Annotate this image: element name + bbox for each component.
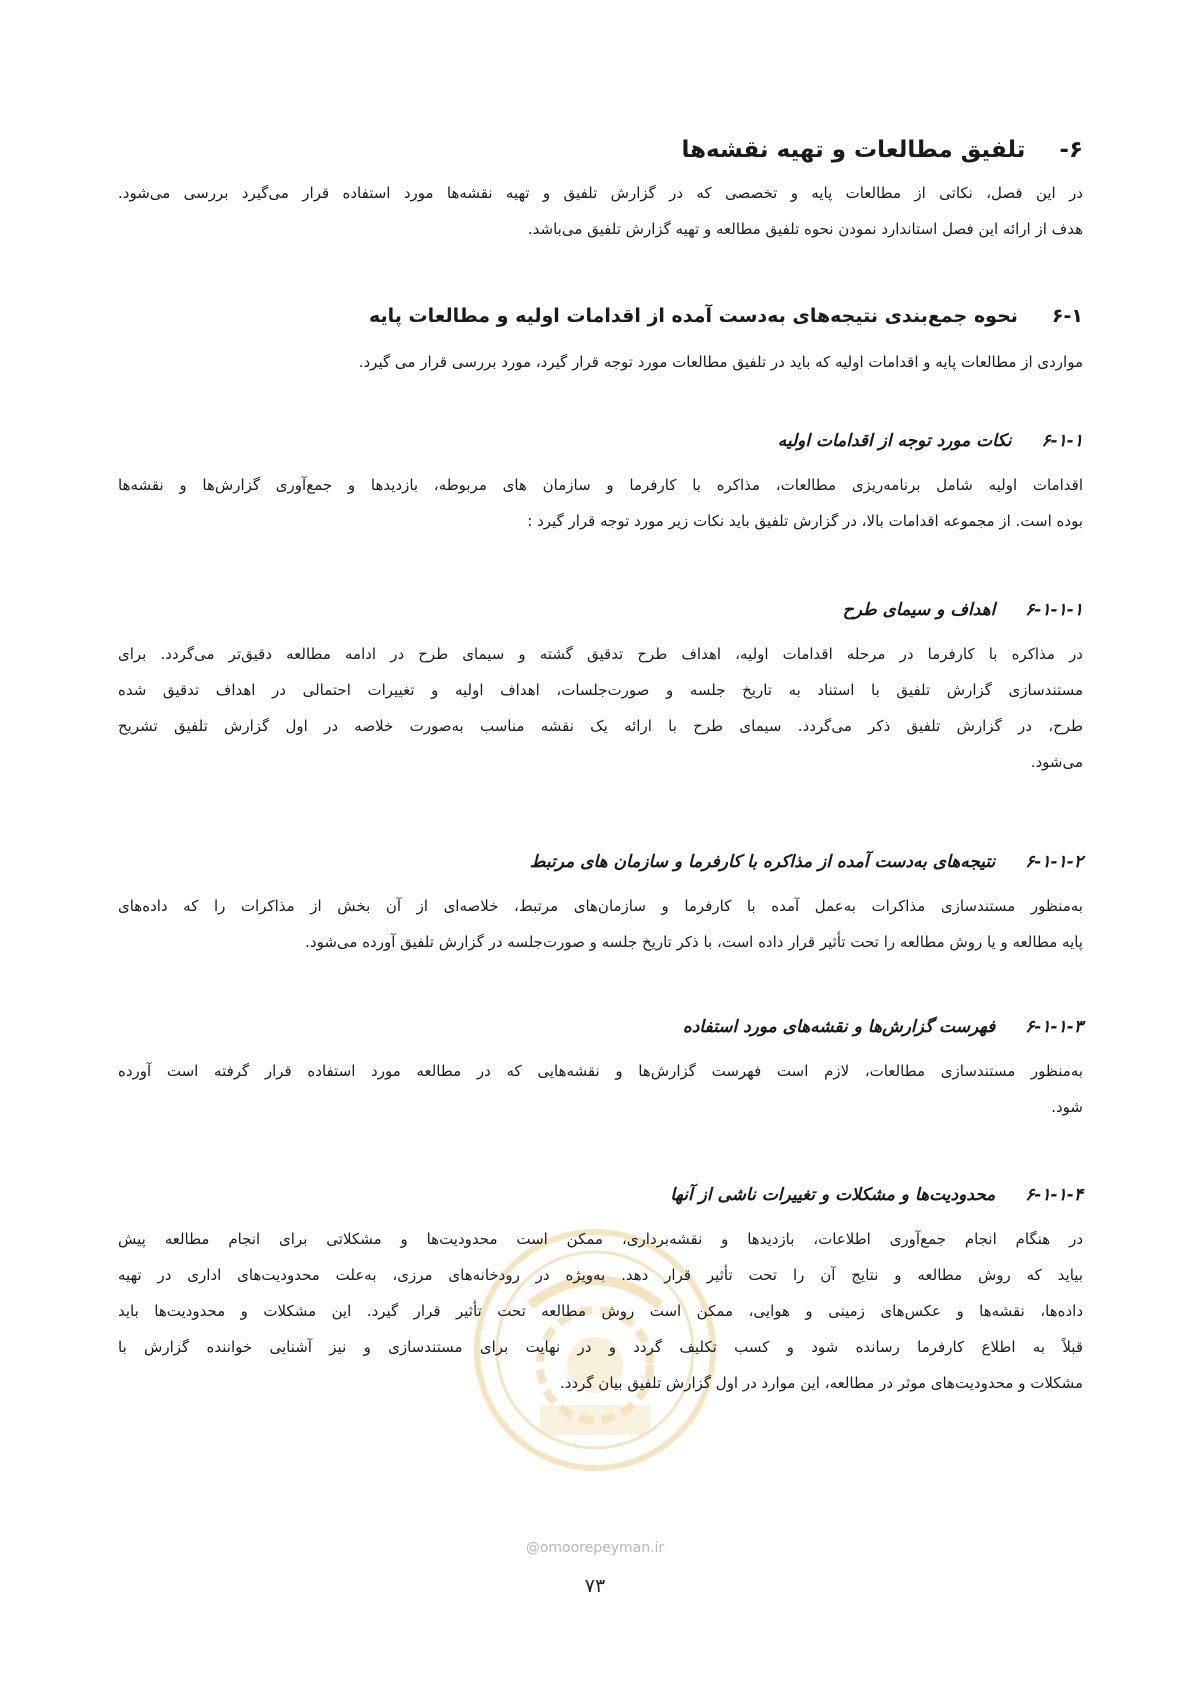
text-line: در این فصل، نکاتی از مطالعات پایه و تخصصی که در گزارش تلفیق و تهیه نقشه‌ها مورد استفاده قرار می‌گیرد بررسی می‌شود. xyxy=(118,184,1083,202)
subsection-number: ۶-۱-۱ xyxy=(1041,431,1083,451)
subsection-heading xyxy=(118,845,1083,879)
subsection-paragraph xyxy=(118,636,1083,780)
website-watermark-text: @omoorepeyman.ir xyxy=(525,1540,665,1556)
text-line: پایه مطالعه و یا روش مطالعه را تحت تأثیر قرار داده است، با ذکر تاریخ جلسه و صورت‌جلسه در گزارش تلفیق آورده می‌شود. xyxy=(305,933,1083,951)
chapter-number: ۶- xyxy=(1059,137,1083,163)
section-title: نحوه جمع‌بندی نتیجه‌های به‌دست آمده از اقدامات اولیه و مطالعات پایه xyxy=(369,305,1018,327)
text-line: قبلاً به اطلاع کارفرما رسانده شود و کسب تکلیف گردد و در نهایت برای مستندسازی و نیز آشنایی خواننده گزارش با xyxy=(118,1338,1083,1356)
subsection-title: اهداف و سیمای طرح xyxy=(842,600,996,620)
text-line: اقدامات اولیه شامل برنامه‌ریزی مطالعات، مذاکره با کارفرما و سازمان های مربوطه، بازدیدها و جمع‌آوری گزارش‌ها و نقشه‌ها xyxy=(118,476,1083,494)
section-paragraph xyxy=(118,344,1083,380)
subsection-number: ۶-۱-۱-۳ xyxy=(1025,1017,1083,1037)
subsection-number: ۶-۱-۱-۱ xyxy=(1025,600,1083,620)
subsection-title: نکات مورد توجه از اقدامات اولیه xyxy=(777,431,1012,451)
subsection-paragraph xyxy=(118,467,1083,539)
subsection-title: فهرست گزارش‌ها و نقشه‌های مورد استفاده xyxy=(682,1017,996,1037)
text-line: هدف از ارائه این فصل استاندارد نمودن نحوه تلفیق مطالعه و تهیه گزارش تلفیق می‌باشد. xyxy=(527,220,1083,238)
subsection-number: ۶-۱-۱-۴ xyxy=(1025,1185,1083,1205)
text-line: به‌منظور مستندسازی مطالعات، لازم است فهرست گزارش‌ها و نقشه‌هایی که در مطالعه مورد استفاده قرار گرفته است آورده xyxy=(118,1062,1083,1080)
subsection-heading xyxy=(118,593,1083,627)
text-line: در مذاکره با کارفرما در مرحله اقدامات اولیه، اهداف طرح تدقیق گشته و سیمای طرح در ادامه مطالعه دقیق‌تر می‌گردد. برای xyxy=(118,645,1083,663)
subsection-number: ۶-۱-۱-۲ xyxy=(1025,852,1083,872)
text-line: مستندسازی گزارش تلفیق با استناد به تاریخ جلسه و صورت‌جلسات، اهداف اولیه و تغییرات احتمالی در اهداف تدقیق شده xyxy=(118,681,1083,699)
text-line: بوده است. از مجموعه اقدامات بالا، در گزارش تلفیق باید نکات زیر مورد توجه قرار گیرد : xyxy=(527,512,1083,530)
text-line: در هنگام انجام جمع‌آوری اطلاعات، بازدیدها و نقشه‌برداری، ممکن است محدودیت‌ها و مشکلاتی برای انجام مطالعه پیش xyxy=(118,1230,1083,1248)
chapter-heading xyxy=(118,130,1083,170)
text-line: شود. xyxy=(1051,1098,1083,1116)
text-line: بیاید که روش مطالعه و نتایج آن را تحت تأثیر قرار دهد. به‌ویژه در رودخانه‌های مرزی، به‌علت محدودیت‌های اداری در تهیه xyxy=(118,1266,1083,1284)
text-line: طرح، در گزارش تلفیق ذکر می‌گردد. سیمای طرح با ارائه یک نقشه مناسب به‌صورت خلاصه در اول گزارش تلفیق تشریح xyxy=(118,717,1083,735)
subsection-title: محدودیت‌ها و مشکلات و تغییرات ناشی از آنها xyxy=(670,1185,996,1205)
subsection-title: نتیجه‌های به‌دست آمده از مذاکره با کارفرما و سازمان های مرتبط xyxy=(529,852,996,872)
subsection-paragraph xyxy=(118,1221,1083,1401)
chapter-title: تلفیق مطالعات و تهیه نقشه‌ها xyxy=(681,137,1026,163)
text-line: مواردی از مطالعات پایه و اقدامات اولیه که باید در تلفیق مطالعات مورد توجه قرار گیرد، مورد بررسی قرار می گیرد. xyxy=(358,353,1083,371)
text-line: داده‌ها، نقشه‌ها و عکس‌های زمینی و هوایی، ممکن است روش مطالعه تحت تأثیر قرار گیرد. این مشکلات و محدودیت‌ها باید xyxy=(118,1302,1083,1320)
subsection-heading xyxy=(118,1010,1083,1044)
intro-paragraph xyxy=(118,175,1083,247)
section-heading xyxy=(118,298,1083,334)
subsection-paragraph xyxy=(118,888,1083,960)
subsection-heading xyxy=(118,1178,1083,1212)
section-number: ۶-۱ xyxy=(1051,305,1083,327)
text-line: به‌منظور مستندسازی مذاکرات به‌عمل آمده با کارفرما و سازمان‌های مرتبط، خلاصه‌ای از آن بخش از مذاکرات را که داده‌های xyxy=(118,897,1083,915)
subsection-paragraph xyxy=(118,1053,1083,1125)
text-line: می‌شود. xyxy=(1030,753,1083,771)
page-number: ۷۳ xyxy=(584,1575,606,1597)
subsection-heading xyxy=(118,424,1083,458)
text-line: مشکلات و محدودیت‌های موثر در مطالعه، این موارد در اول گزارش تلفیق بیان گردد. xyxy=(559,1374,1083,1392)
